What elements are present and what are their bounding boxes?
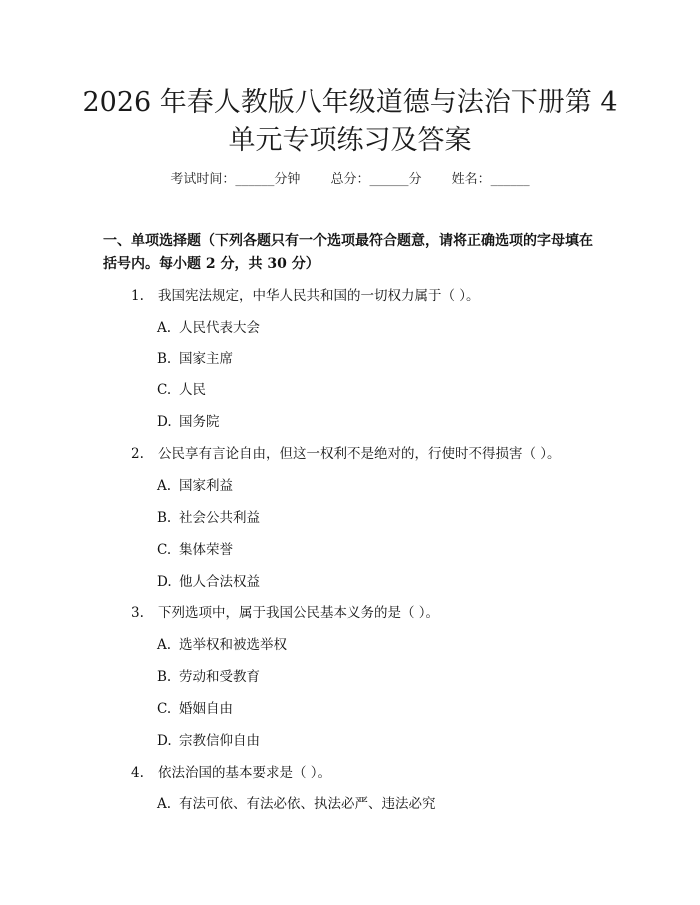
title-line-2: 单元专项练习及答案 — [228, 125, 472, 156]
question-3 — [131, 601, 439, 621]
option-text: 集体荣誉 — [179, 542, 233, 558]
exam-time: 考试时间：______分钟 — [170, 172, 301, 187]
option-text: 社会公共利益 — [179, 510, 260, 526]
option-letter: A. — [157, 637, 172, 653]
option-text: 国务院 — [179, 414, 220, 430]
option-text: 人民代表大会 — [179, 320, 260, 336]
question-2 — [131, 442, 561, 462]
question-number: 1. — [131, 288, 144, 304]
option-text: 婚姻自由 — [179, 701, 233, 717]
question-4 — [131, 761, 331, 781]
question-text: 依法治国的基本要求是（ ）。 — [158, 765, 332, 781]
option-3b — [157, 665, 260, 685]
question-1 — [131, 284, 480, 304]
option-1a — [157, 316, 260, 336]
question-number: 3. — [131, 605, 144, 621]
option-letter: B. — [157, 510, 172, 526]
option-3c — [157, 697, 233, 717]
option-text: 他人合法权益 — [179, 574, 260, 590]
option-letter: D. — [157, 574, 172, 590]
option-text: 劳动和受教育 — [179, 669, 260, 685]
option-3d — [157, 729, 260, 749]
option-2a — [157, 474, 233, 494]
option-letter: A. — [157, 320, 172, 336]
option-4a — [157, 792, 436, 812]
option-3a — [157, 633, 287, 653]
option-2d — [157, 570, 260, 590]
option-text: 有法可依、有法必依、执法必严、违法必究 — [179, 796, 436, 812]
option-1d — [157, 410, 220, 430]
question-text: 下列选项中，属于我国公民基本义务的是（ ）。 — [158, 605, 440, 621]
question-text: 我国宪法规定，中华人民共和国的一切权力属于（ ）。 — [158, 288, 480, 304]
option-text: 人民 — [179, 382, 206, 398]
option-1b — [157, 347, 233, 367]
option-text: 国家利益 — [179, 478, 233, 494]
option-1c — [157, 378, 206, 398]
option-letter: C. — [157, 701, 172, 717]
option-2b — [157, 506, 260, 526]
title-line-1: 2026 年春人教版八年级道德与法治下册第 4 — [82, 87, 618, 118]
exam-name: 姓名：______ — [451, 172, 530, 187]
document-title — [0, 84, 700, 160]
option-letter: B. — [157, 669, 172, 685]
option-letter: C. — [157, 382, 172, 398]
option-letter: C. — [157, 542, 172, 558]
option-letter: D. — [157, 414, 172, 430]
option-text: 国家主席 — [179, 351, 233, 367]
option-2c — [157, 538, 233, 558]
option-letter: D. — [157, 733, 172, 749]
option-text: 宗教信仰自由 — [179, 733, 260, 749]
exam-meta — [0, 168, 700, 187]
option-letter: A. — [157, 796, 172, 812]
section-heading: 一、单项选择题（下列各题只有一个选项最符合题意，请将正确选项的字母填在括号内。每小题 2 分，共 30 分） — [103, 233, 593, 272]
option-letter: A. — [157, 478, 172, 494]
option-letter: B. — [157, 351, 172, 367]
option-text: 选举权和被选举权 — [179, 637, 287, 653]
exam-score: 总分：______分 — [330, 172, 422, 187]
question-text: 公民享有言论自由，但这一权利不是绝对的，行使时不得损害（ ）。 — [158, 446, 561, 462]
question-number: 2. — [131, 446, 144, 462]
question-number: 4. — [131, 765, 144, 781]
